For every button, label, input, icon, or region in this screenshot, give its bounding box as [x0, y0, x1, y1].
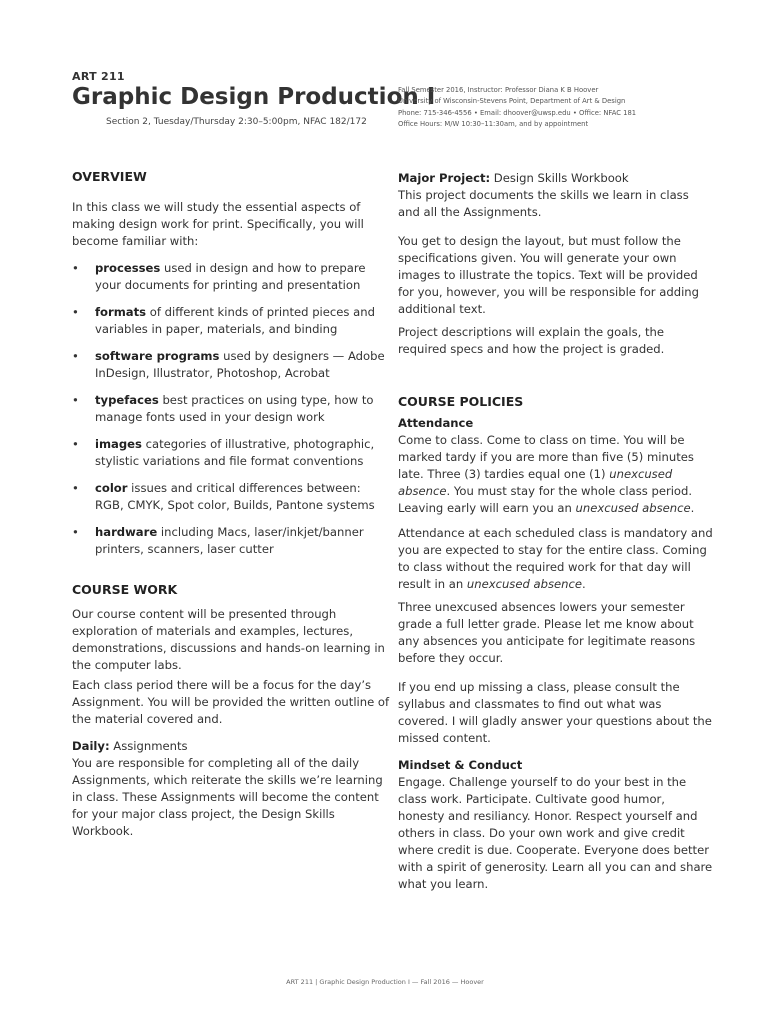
overview-intro: In this class we will study the essential aspects of making design work for print. Specifically, you will become familiar with: [72, 200, 364, 248]
topic-text: used by designers — Adobe InDesign, Illustrator, Photoshop, Acrobat [95, 349, 385, 380]
major-project-title [398, 170, 714, 187]
bullet: • [72, 481, 79, 495]
topic-text: categories of illustrative, photographic, stylistic variations and file format conventions [95, 437, 375, 468]
list-item [72, 524, 390, 558]
instructor-info [398, 85, 636, 130]
list-item [72, 348, 390, 382]
bullet: • [72, 393, 79, 407]
attendance-paragraph-4: If you end up missing a class, please consult the syllabus and classmates to find out what was covered. I will gladly answer your questions about the missed content. [398, 680, 712, 745]
major-project-paragraph-2: You get to design the layout, but must follow the specifications given. You will generate your own images to illustrate the topics. Text will be provided for you, however, you will be responsible for adding additional text. [398, 234, 700, 316]
course-code: ART 211 [72, 70, 125, 83]
attendance-paragraph-3: Three unexcused absences lowers your semester grade a full letter grade. Please let me know about any absences you anticipate for legitimate reasons before they occur. [398, 600, 696, 665]
attendance-text: . [690, 501, 695, 515]
bullet: • [72, 525, 79, 539]
major-project-paragraph-3: Project descriptions will explain the goals, the required specs and how the project is graded. [398, 325, 665, 356]
topic-text: of different kinds of printed pieces and variables in paper, materials, and binding [95, 305, 375, 336]
list-item [72, 260, 390, 294]
bullet: • [72, 305, 79, 319]
unexcused-absence-term: unexcused absence [575, 501, 691, 515]
bullet: • [72, 437, 79, 451]
list-item [72, 392, 390, 426]
overview-heading: OVERVIEW [72, 169, 147, 184]
unexcused-absence-term: unexcused absence [466, 577, 583, 591]
topics-list [72, 260, 390, 558]
course-title: Graphic Design Production I [72, 84, 436, 110]
topic-term: processes [95, 261, 161, 275]
mindset-paragraph: Engage. Challenge yourself to do your best in the class work. Participate. Cultivate good humor, honesty and resiliancy. Honor. Respect yourself and others in class. Do your own work and give credit where credit is due. Cooperate. Everyone does better with a spirit of generosity. Learn all you can and share what you learn. [398, 775, 713, 891]
topic-term: images [95, 437, 142, 451]
mindset-heading: Mindset & Conduct [398, 758, 523, 772]
office-hours-line: Office Hours: M/W 10:30–11:30am, and by appointment [398, 119, 589, 128]
daily-label: Daily: [72, 739, 110, 753]
daily-assignments-text: You are responsible for completing all of the daily Assignments, which reiterate the skills we’re learning in class. These Assignments will become the content for your major class project, the Design Skills Workbook. [72, 756, 383, 838]
attendance-text: Come to class. Come to class on time. You will be marked tardy if you are more than five (5) minutes late. Three (3) tardies equal one (1) [398, 433, 694, 481]
list-item [72, 304, 390, 338]
attendance-heading: Attendance [398, 416, 474, 430]
department-line: University of Wisconsin-Stevens Point, Department of Art & Design [398, 97, 626, 106]
left-column [72, 167, 390, 840]
daily-title: Assignments [109, 739, 188, 753]
bullet: • [72, 349, 79, 363]
right-column [398, 170, 714, 893]
course-work-paragraph-2: Each class period there will be a focus for the day’s Assignment. You will be provided the written outline of the material covered and. [72, 678, 390, 726]
topic-term: software programs [95, 349, 220, 363]
attendance-paragraph-2 [398, 525, 714, 593]
major-project-label: Major Project: [398, 171, 491, 185]
course-work-heading: COURSE WORK [72, 582, 178, 597]
major-project-paragraph-1: This project documents the skills we learn in class and all the Assignments. [398, 188, 689, 219]
contact-line: Phone: 715-346-4556 • Email: dhoover@uwsp.edu • Office: NFAC 181 [398, 108, 637, 117]
topic-text: issues and critical differences between: RGB, CMYK, Spot color, Builds, Pantone systems [95, 481, 375, 512]
semester-instructor-line: Fall Semester 2016, Instructor: Professor Diana K B Hoover [398, 86, 599, 94]
attendance-text: Attendance at each scheduled class is mandatory and you are expected to stay for the entire class. Coming to class without the required work for that day will result in an [398, 526, 713, 591]
major-project-name: Design Skills Workbook [490, 171, 629, 185]
course-policies-heading: COURSE POLICIES [398, 394, 524, 409]
topic-text: used in design and how to prepare your documents for printing and presentation [95, 261, 366, 292]
course-work-paragraph-1: Our course content will be presented through exploration of materials and examples, lectures, demonstrations, discussions and hands-on learning in the computer labs. [72, 607, 385, 672]
attendance-text: . [582, 577, 586, 591]
topic-term: color [95, 481, 128, 495]
list-item [72, 480, 390, 514]
section-info: Section 2, Tuesday/Thursday 2:30–5:00pm, NFAC 182/172 [106, 117, 367, 127]
attendance-text: . You must stay for the whole class period. Leaving early will earn you an [398, 484, 693, 515]
page-footer: ART 211 | Graphic Design Production I — Fall 2016 — Hoover [286, 978, 484, 986]
bullet: • [72, 261, 79, 275]
topic-text: including Macs, laser/inkjet/banner printers, scanners, laser cutter [95, 525, 364, 556]
topic-term: hardware [95, 525, 158, 539]
topic-term: formats [95, 305, 147, 319]
daily-assignments-title [72, 738, 390, 755]
unexcused-absence-term: unexcused absence [398, 467, 673, 498]
topic-text: best practices on using type, how to manage fonts used in your design work [95, 393, 374, 424]
topic-term: typefaces [95, 393, 159, 407]
list-item [72, 436, 390, 470]
attendance-paragraph-1 [398, 432, 714, 517]
